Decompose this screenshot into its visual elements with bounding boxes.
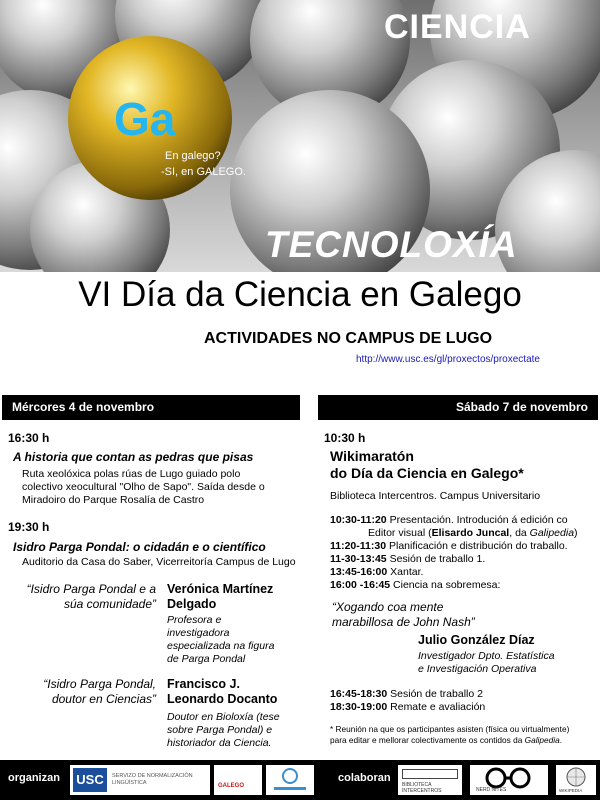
day-header-wednesday: Mércores 4 de novembro — [2, 395, 300, 420]
footer-bar — [0, 760, 600, 800]
hero-ciencia-text: CIENCIA — [384, 8, 531, 46]
talk-quote: “Isidro Parga Pondal, doutor en Ciencias” — [43, 677, 156, 706]
event-venue: Biblioteca Intercentros. Campus Universitario — [330, 490, 541, 502]
biblioteca-logo: BIBLIOTECA INTERCENTROS — [398, 765, 462, 795]
speaker-name: Verónica Martínez Delgado — [167, 582, 274, 611]
event-time: 16:30 h — [8, 431, 50, 445]
speaker-name: Julio González Díaz — [418, 633, 535, 647]
speaker-role: Investigador Dpto. Estatística e Investigación Operativa — [418, 650, 555, 675]
event-venue: Auditorio da Casa do Saber, Vicerreitoría Campus de Lugo — [22, 556, 296, 568]
usc-logo: USC SERVIZO DE NORMALIZACIÓN LINGÜÍSTICA — [70, 765, 210, 795]
schedule-item: Editor visual (Elisardo Juncal, da Galipedia) — [368, 527, 578, 539]
hero-tecnoloxia-text: TECNOLOXÍA — [265, 224, 518, 265]
event-title: A historia que contan as pedras que pisas — [13, 450, 254, 464]
hero-banner — [0, 0, 600, 272]
hero-ga-symbol: Ga — [114, 93, 176, 145]
colaboran-label: colaboran — [338, 772, 391, 784]
speaker-name: Francisco J. Leonardo Docanto — [167, 677, 278, 706]
partner-logo — [266, 765, 314, 795]
schedule-item: 13:45-16:00 Xantar. — [330, 566, 424, 578]
event-time: 19:30 h — [8, 520, 50, 534]
event-time: 10:30 h — [324, 431, 366, 445]
speaker-role: Doutor en Bioloxía (tese sobre Parga Pondal) e historiador da Ciencia. — [167, 711, 280, 749]
nerd-nites-logo: NERD NITES — [470, 765, 548, 795]
schedule-item: 11:20-11:30 Planificación e distribución do traballo. — [330, 540, 568, 552]
schedule-item: 16:00 -16:45 Ciencia na sobremesa: — [330, 579, 501, 591]
footnote: * Reunión na que os participantes asisten (física ou virtualmente) para editar e mellorar colectivamente os contidos da Galipedia. — [330, 724, 570, 745]
talk-quote: “Xogando coa mente marabillosa de John Nash” — [332, 600, 475, 629]
schedule-item: 16:45-18:30 Sesión de traballo 2 — [330, 688, 483, 700]
hero-answer: -SI, en GALEGO. — [161, 166, 246, 178]
page-title: VI Día da Ciencia en Galego — [78, 275, 522, 314]
galego-logo: GALEGO — [214, 765, 262, 795]
day-header-saturday: Sábado 7 de novembro — [318, 395, 598, 420]
project-link[interactable]: http://www.usc.es/gl/proxectos/proxectate — [356, 354, 540, 365]
schedule-item: 10:30-11:20 Presentación. Introdución á edición co — [330, 514, 568, 526]
wikipedia-logo: WIKIPEDIA — [556, 765, 596, 795]
page-subtitle: ACTIVIDADES NO CAMPUS DE LUGO — [204, 330, 493, 347]
schedule-item: 18:30-19:00 Remate e avaliación — [330, 701, 486, 713]
event-description: Ruta xeolóxica polas rúas de Lugo guiado polo colectivo xeocultural "Olho de Sapo". Saída desde o Miradoiro do Parque Rosalía de Castro — [22, 468, 265, 506]
hero-question: En galego? — [165, 150, 221, 162]
schedule-list — [330, 688, 485, 714]
speaker-role: Profesora e investigadora especializada na figura de Parga Pondal — [167, 614, 275, 665]
talk-quote: “Isidro Parga Pondal e a súa comunidade” — [26, 582, 156, 611]
schedule-list — [330, 514, 595, 592]
organizan-label: organizan — [8, 772, 60, 784]
event-title: Wikimaratón do Día da Ciencia en Galego* — [330, 448, 524, 481]
partner-icon — [266, 765, 314, 795]
event-title: Isidro Parga Pondal: o cidadán e o científico — [13, 540, 266, 554]
schedule-item: 11-30-13:45 Sesión de traballo 1. — [330, 553, 486, 565]
